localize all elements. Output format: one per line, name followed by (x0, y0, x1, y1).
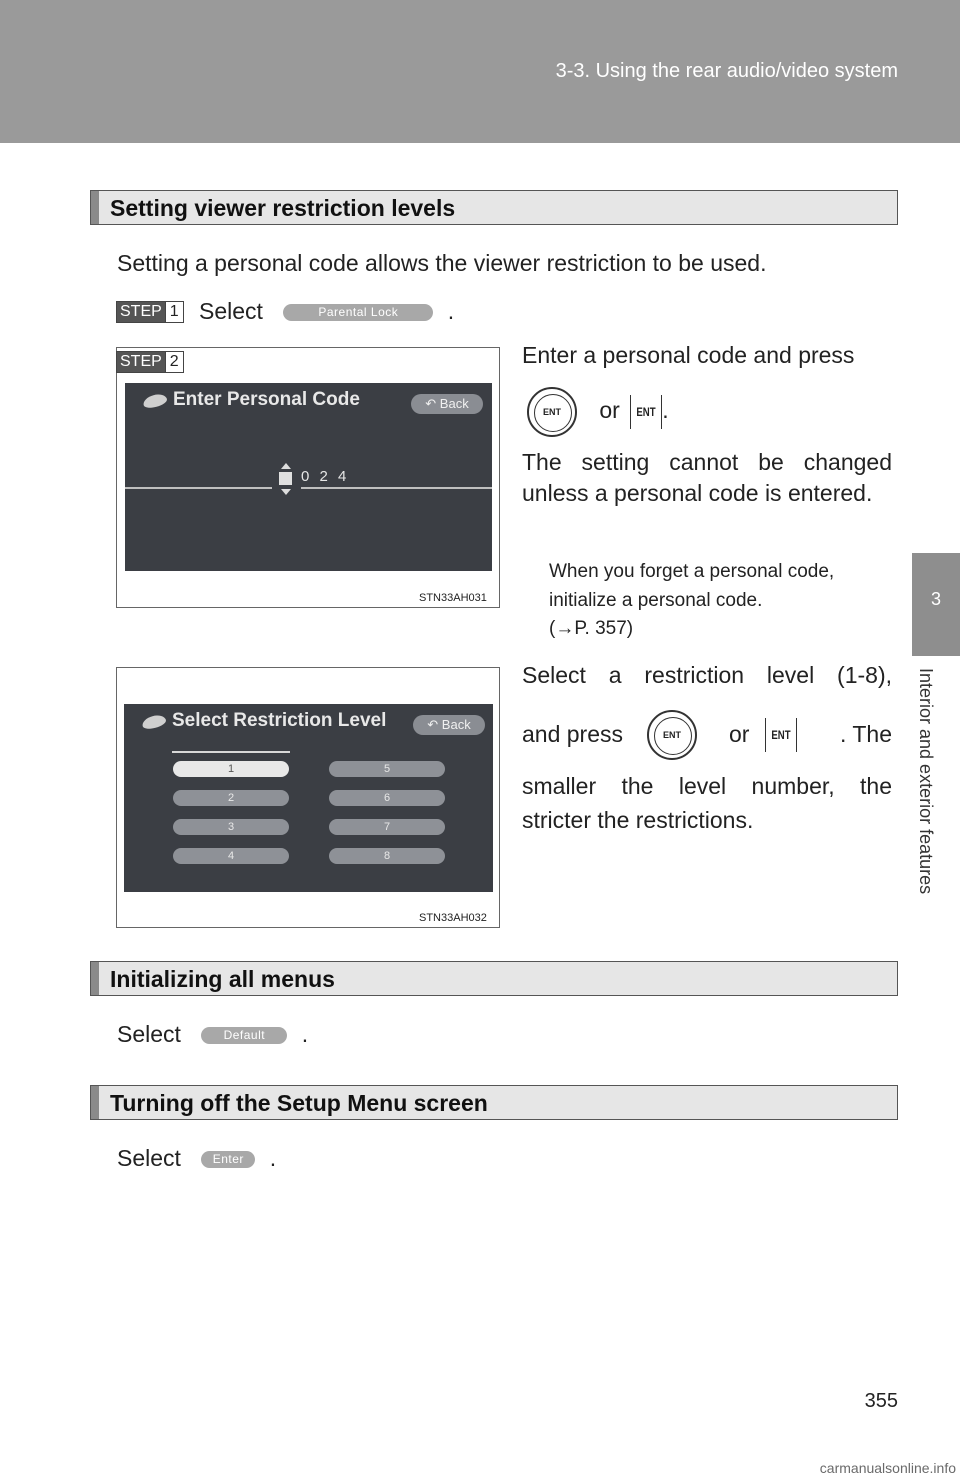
chapter-title-vertical (916, 668, 951, 948)
step2-paragraph: The setting cannot be changed unless a personal code is entered. (522, 449, 892, 507)
screen-title: Enter Personal Code (173, 389, 360, 410)
step1-badge: STEP 1 (116, 301, 184, 323)
step3-line1: Select a restriction level (1-8), (522, 662, 892, 688)
step2-buttons: ENT or ENT . (527, 387, 669, 437)
step3-line2: and press ENT or ENT . The (522, 710, 892, 760)
ent-dial-icon: ENT (647, 710, 697, 760)
section-title: Turning off the Setup Menu screen (110, 1090, 488, 1116)
section-heading-viewer-restriction (90, 190, 898, 225)
step3-line3: smaller the level number, the (522, 773, 892, 799)
divider-right (301, 487, 492, 489)
leaf-icon (142, 392, 168, 410)
level-button-8[interactable]: 8 (329, 848, 445, 864)
screen-enter-code (125, 383, 492, 571)
selection-line (172, 751, 290, 753)
section-intro: Setting a personal code allows the viewer restriction to be used. (117, 250, 767, 276)
section-title: Setting viewer restriction levels (110, 195, 456, 221)
section-title: Initializing all menus (110, 966, 335, 992)
level-button-6[interactable]: 6 (329, 790, 445, 806)
section-marker (91, 1086, 99, 1119)
level-button-2[interactable]: 2 (173, 790, 289, 806)
step1-text: Select Parental Lock . (199, 298, 455, 324)
screenshot-enter-personal-code (116, 347, 500, 608)
step2-page-ref: (→P. 357) (549, 618, 634, 639)
ent-dial-icon: ENT (527, 387, 577, 437)
step2-line1: Enter a personal code and press (522, 342, 855, 368)
chapter-number: 3 (930, 589, 941, 609)
screen-title: Select Restriction Level (172, 710, 387, 731)
chapter-tab (912, 553, 960, 656)
step2-badge: STEP 2 (116, 351, 184, 373)
divider-left (125, 487, 272, 489)
code-digits: 0 2 4 (301, 468, 350, 485)
down-arrow-icon[interactable] (281, 489, 291, 495)
sec3-text: Select Enter . (117, 1145, 277, 1171)
back-button[interactable]: ↶ Back (413, 715, 485, 735)
digit-cursor (279, 472, 292, 485)
screenshot-select-restriction-level (116, 667, 500, 928)
chapter-title: Interior and exterior features (916, 668, 936, 895)
watermark: carmanualsonline.info (819, 1460, 956, 1476)
parental-lock-button[interactable]: Parental Lock (283, 304, 433, 321)
section-marker (91, 962, 99, 995)
default-button[interactable]: Default (201, 1027, 287, 1044)
section-marker (91, 191, 99, 224)
level-button-7[interactable]: 7 (329, 819, 445, 835)
step3-line4: stricter the restrictions. (522, 807, 754, 833)
step2-note: When you forget a personal code, initialize a personal code. (549, 561, 835, 611)
screen-restriction-level (124, 704, 493, 892)
up-arrow-icon[interactable] (281, 463, 291, 469)
level-button-5[interactable]: 5 (329, 761, 445, 777)
leaf-icon (141, 713, 167, 731)
image-code: STN33AH031 (419, 592, 487, 604)
section-heading-turning-off (90, 1085, 898, 1120)
ent-key-icon: ENT (765, 718, 797, 752)
ent-key-icon: ENT (630, 395, 662, 429)
level-button-3[interactable]: 3 (173, 819, 289, 835)
page-header (0, 0, 960, 143)
sec2-text: Select Default . (117, 1021, 309, 1047)
page-number: 355 (864, 1390, 898, 1412)
section-heading-initializing (90, 961, 898, 996)
level-button-4[interactable]: 4 (173, 848, 289, 864)
enter-button[interactable]: Enter (201, 1151, 255, 1168)
header-title: 3-3. Using the rear audio/video system (555, 60, 898, 82)
level-button-1[interactable]: 1 (173, 761, 289, 777)
image-code: STN33AH032 (419, 912, 487, 924)
back-button[interactable]: ↶ Back (411, 394, 483, 414)
